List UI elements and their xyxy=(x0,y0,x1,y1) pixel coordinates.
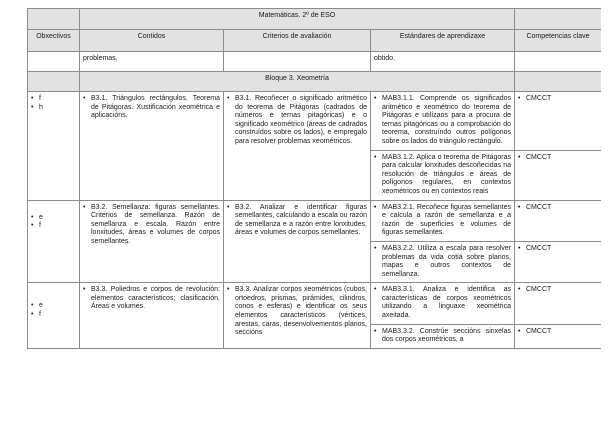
competence-item: • CMCCT xyxy=(518,328,598,337)
objective-item: • f xyxy=(31,95,76,104)
title-blank-cell xyxy=(28,9,80,30)
block-title-row xyxy=(28,72,602,92)
objective-item: • h xyxy=(31,104,76,113)
competence-cell xyxy=(515,150,602,200)
objective-item: • f xyxy=(31,311,76,320)
header-standards: Estándares de aprendizaxe xyxy=(371,30,515,52)
objectives-cell xyxy=(28,200,80,283)
criterion-item: • B3.2. Analizar e identificar figuras semellantes, calculando a escala ou razón de semellanza e a razón entre lonxitudes, áreas e volumes de corpos semellantes. xyxy=(227,204,367,238)
header-contents: Contidos xyxy=(80,30,224,52)
table-title-row xyxy=(28,9,602,30)
standard-item: • MAB3.2.2. Utiliza a escala para resolver problemas da vida cotiá sobre planos, mapas e outros contextos de semellanza. xyxy=(374,245,511,279)
continuation-standards: obtido. xyxy=(371,52,515,72)
curriculum-table xyxy=(27,8,601,349)
standard-cell xyxy=(371,283,515,324)
competence-item: • CMCCT xyxy=(518,204,598,213)
competence-cell xyxy=(515,92,602,151)
criteria-cell xyxy=(224,200,371,283)
contents-cell xyxy=(80,200,224,283)
standard-item: • MAB3.1.2. Aplica o teorema de Pitágoras para calcular lonxitudes descoñecidas na resolución de triángulos e áreas de polígonos regulares, en contextos xeométricos ou en contextos reais xyxy=(374,154,511,197)
objective-item: • e xyxy=(31,302,76,311)
objectives-cell xyxy=(28,92,80,201)
header-competences: Competencias clave xyxy=(515,30,602,52)
standard-cell xyxy=(371,241,515,282)
competence-cell xyxy=(515,241,602,282)
column-header-row xyxy=(28,30,602,52)
standard-cell xyxy=(371,92,515,151)
curriculum-document xyxy=(27,8,601,410)
competence-item: • CMCCT xyxy=(518,286,598,295)
continuation-contents: problemas. xyxy=(80,52,224,72)
title-blank-cell xyxy=(515,9,602,30)
block-title: Bloque 3. Xeometría xyxy=(80,72,515,92)
standard-item: • MAB3.1.1. Comprende os significados aritmético e xeométrico do teorema de Pitágoras e utilízaos para a procura de ternas pitagóricas ou a comprobación do teorema, construíndo outros polígonos sobre os lados do triángulo rectángulo. xyxy=(374,95,511,147)
objective-item: • e xyxy=(31,214,76,223)
header-objectives: Obxectivos xyxy=(28,30,80,52)
standard-item: • MAB3.3.1. Analiza e identifica as características de corpos xeométricos utilizando a linguaxe xeométrica axeitada. xyxy=(374,286,511,320)
content-item: • B3.3. Poliedros e corpos de revolución: elementos característicos; clasificación. Áreas e volumes. xyxy=(83,286,220,312)
objective-item: • f xyxy=(31,222,76,231)
standard-cell xyxy=(371,324,515,348)
standard-cell xyxy=(371,200,515,241)
continuation-row xyxy=(28,52,602,72)
objectives-cell xyxy=(28,283,80,349)
standard-cell xyxy=(371,150,515,200)
contents-cell xyxy=(80,283,224,349)
table-title: Matemáticas. 2º de ESO xyxy=(80,9,515,30)
criterion-item: • B3.3. Analizar corpos xeométricos (cubos, ortoedros, prismas, pirámides, cilindros, conos e esferas) e identificar os seus elementos característicos (vértices, arestas, caras, desenvolvementos planos, seccións xyxy=(227,286,367,338)
competence-cell xyxy=(515,200,602,241)
competence-item: • CMCCT xyxy=(518,95,598,104)
competence-item: • CMCCT xyxy=(518,154,598,163)
standard-item: • MAB3.2.1. Recoñece figuras semellantes e calcula a razón de semellanza e a razón de superficies e volumes de figuras semellantes. xyxy=(374,204,511,238)
criteria-cell xyxy=(224,283,371,349)
criteria-cell xyxy=(224,92,371,201)
competence-cell xyxy=(515,324,602,348)
criterion-item: • B3.1. Recoñecer o significado aritmético do teorema de Pitágoras (cadrados de números e ternas pitagóricas) e o significado xeométrico (áreas de cadrados construídos sobre os lados), e empregalo para resolver problemas xeométricos. xyxy=(227,95,367,147)
table-row xyxy=(28,283,602,324)
content-item: • B3.1. Triángulos rectángulos. Teorema de Pitágoras. Xustificación xeométrica e aplicacións. xyxy=(83,95,220,121)
content-item: • B3.2. Semellanza: figuras semellantes. Criterios de semellanza. Razón de semellanza e escala. Razón entre lonxitudes, áreas e volumes de corpos semellantes. xyxy=(83,204,220,247)
table-row xyxy=(28,92,602,151)
competence-cell xyxy=(515,283,602,324)
standard-item: • MAB3.3.2. Constrúe seccións sinxelas dos corpos xeométricos, a xyxy=(374,328,511,345)
table-row xyxy=(28,200,602,241)
header-criteria: Criterios de avaliación xyxy=(224,30,371,52)
contents-cell xyxy=(80,92,224,201)
competence-item: • CMCCT xyxy=(518,245,598,254)
